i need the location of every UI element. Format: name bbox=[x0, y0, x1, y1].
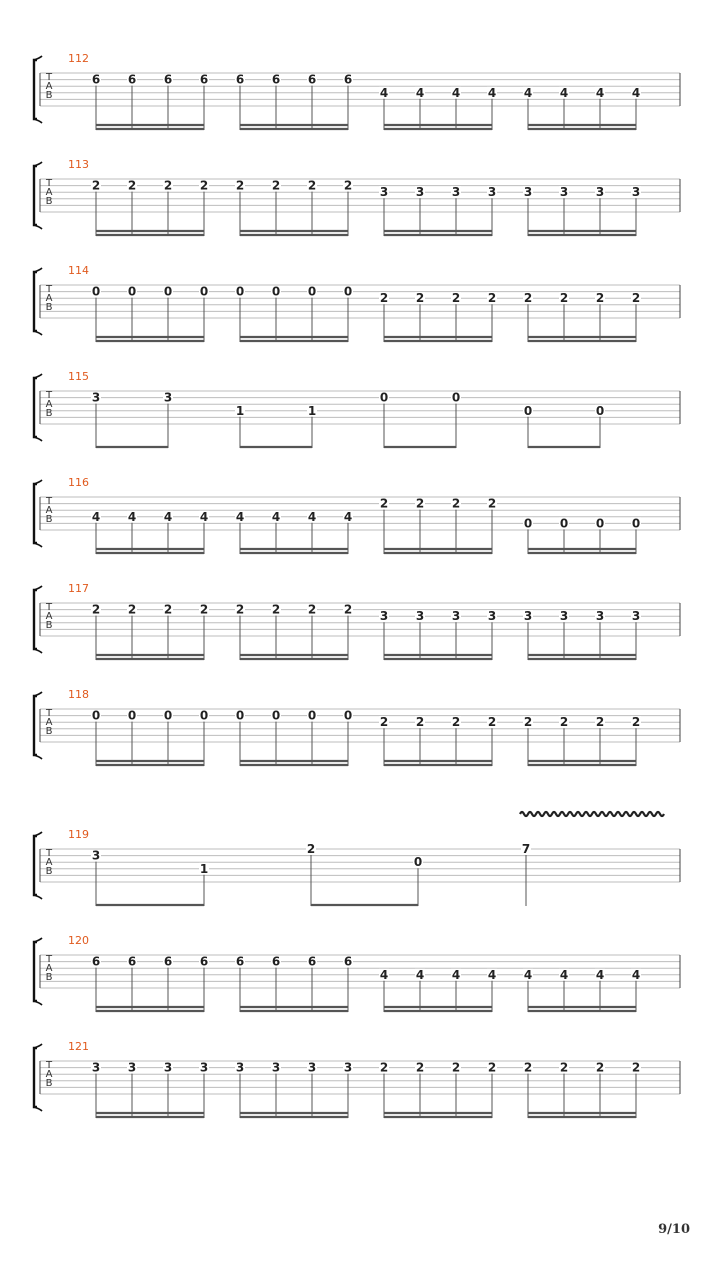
fret-number: 0 bbox=[127, 284, 137, 299]
fret-number: 4 bbox=[163, 509, 173, 524]
fret-number: 4 bbox=[271, 509, 281, 524]
staff-system bbox=[34, 52, 680, 130]
tab-clef-letter: B bbox=[45, 1078, 53, 1089]
fret-number: 3 bbox=[487, 185, 497, 200]
fret-number: 0 bbox=[307, 284, 317, 299]
fret-number: 2 bbox=[559, 291, 569, 306]
tab-clef-letter: T bbox=[45, 1060, 53, 1071]
fret-number: 4 bbox=[199, 509, 209, 524]
staff-bracket bbox=[34, 60, 37, 119]
fret-number: 4 bbox=[379, 967, 389, 982]
fret-number: 0 bbox=[559, 516, 569, 531]
staff-system bbox=[34, 1040, 680, 1118]
fret-number: 3 bbox=[163, 1060, 173, 1075]
fret-number: 2 bbox=[379, 291, 389, 306]
staff-system bbox=[34, 688, 680, 766]
fret-number: 6 bbox=[271, 72, 281, 87]
fret-number: 4 bbox=[487, 85, 497, 100]
tab-clef-letter: T bbox=[45, 602, 53, 613]
tab-clef-letter: A bbox=[45, 187, 53, 198]
staff-system bbox=[34, 934, 680, 1012]
fret-number: 0 bbox=[91, 284, 101, 299]
fret-number: 2 bbox=[235, 178, 245, 193]
tab-clef-letter: A bbox=[45, 857, 53, 868]
tab-clef-letter: B bbox=[45, 196, 53, 207]
tab-clef-letter: A bbox=[45, 611, 53, 622]
fret-number: 3 bbox=[559, 185, 569, 200]
tab-clef-letter: T bbox=[45, 708, 53, 719]
fret-number: 2 bbox=[523, 715, 533, 730]
fret-number: 3 bbox=[559, 609, 569, 624]
staff-bracket bbox=[34, 942, 37, 1001]
staff-bracket bbox=[34, 696, 37, 755]
fret-number: 3 bbox=[163, 390, 173, 405]
fret-number: 3 bbox=[487, 609, 497, 624]
tab-clef-letter: B bbox=[45, 514, 53, 525]
fret-number: 4 bbox=[127, 509, 137, 524]
fret-number: 0 bbox=[523, 403, 533, 418]
fret-number: 3 bbox=[343, 1060, 353, 1075]
fret-number: 3 bbox=[379, 185, 389, 200]
fret-number: 6 bbox=[163, 954, 173, 969]
fret-number: 1 bbox=[307, 403, 317, 418]
fret-number: 2 bbox=[415, 1060, 425, 1075]
fret-number: 4 bbox=[631, 967, 641, 982]
fret-number: 4 bbox=[451, 85, 461, 100]
measure-number: 121 bbox=[68, 1040, 89, 1053]
fret-number: 2 bbox=[127, 602, 137, 617]
fret-number: 3 bbox=[631, 185, 641, 200]
fret-number: 2 bbox=[163, 602, 173, 617]
fret-number: 0 bbox=[595, 516, 605, 531]
fret-number: 3 bbox=[595, 609, 605, 624]
staff-system bbox=[34, 158, 680, 236]
fret-number: 6 bbox=[91, 954, 101, 969]
fret-number: 0 bbox=[595, 403, 605, 418]
staff-bracket bbox=[34, 166, 37, 225]
fret-number: 6 bbox=[343, 954, 353, 969]
fret-number: 3 bbox=[91, 390, 101, 405]
tab-clef-letter: T bbox=[45, 954, 53, 965]
fret-number: 4 bbox=[415, 967, 425, 982]
fret-number: 4 bbox=[595, 85, 605, 100]
fret-number: 2 bbox=[306, 842, 316, 856]
fret-number: 6 bbox=[127, 954, 137, 969]
fret-number: 2 bbox=[595, 1060, 605, 1075]
vibrato-wave bbox=[520, 812, 664, 816]
fret-number: 3 bbox=[595, 185, 605, 200]
fret-number: 3 bbox=[91, 848, 101, 863]
fret-number: 4 bbox=[487, 967, 497, 982]
staff-bracket bbox=[34, 484, 37, 543]
fret-number: 2 bbox=[307, 602, 317, 617]
fret-number: 2 bbox=[271, 178, 281, 193]
fret-number: 0 bbox=[271, 708, 281, 723]
fret-number: 4 bbox=[559, 967, 569, 982]
fret-number: 2 bbox=[343, 602, 353, 617]
tab-clef-letter: T bbox=[45, 390, 53, 401]
fret-number: 2 bbox=[631, 1060, 641, 1075]
fret-number: 2 bbox=[415, 496, 425, 511]
measure-number: 114 bbox=[68, 264, 89, 277]
tab-clef-letter: B bbox=[45, 972, 53, 983]
staff-system bbox=[34, 812, 680, 906]
staff-bracket bbox=[34, 836, 37, 895]
tab-clef-letter: T bbox=[45, 72, 53, 83]
fret-number: 0 bbox=[199, 284, 209, 299]
tab-clef-letter: B bbox=[45, 866, 53, 877]
staff-system bbox=[34, 582, 680, 660]
fret-number: 2 bbox=[379, 496, 389, 511]
fret-number: 2 bbox=[271, 602, 281, 617]
fret-number: 0 bbox=[631, 516, 641, 531]
fret-number: 2 bbox=[127, 178, 137, 193]
fret-number: 4 bbox=[91, 509, 101, 524]
fret-number: 4 bbox=[343, 509, 353, 524]
fret-number: 2 bbox=[199, 602, 209, 617]
tab-clef-letter: A bbox=[45, 717, 53, 728]
tab-clef-letter: B bbox=[45, 408, 53, 419]
tab-clef-letter: B bbox=[45, 90, 53, 101]
fret-number: 0 bbox=[379, 390, 389, 405]
fret-number: 6 bbox=[235, 72, 245, 87]
fret-number: 0 bbox=[235, 284, 245, 299]
fret-number: 2 bbox=[559, 1060, 569, 1075]
fret-number: 1 bbox=[235, 403, 245, 418]
fret-number: 0 bbox=[523, 516, 533, 531]
fret-number: 3 bbox=[451, 609, 461, 624]
staff-bracket bbox=[34, 590, 37, 649]
tab-clef-letter: T bbox=[45, 178, 53, 189]
fret-number: 2 bbox=[487, 291, 497, 306]
fret-number: 6 bbox=[199, 954, 209, 969]
tab-clef-letter: T bbox=[45, 284, 53, 295]
fret-number: 6 bbox=[163, 72, 173, 87]
fret-number: 6 bbox=[127, 72, 137, 87]
fret-number: 2 bbox=[415, 291, 425, 306]
fret-number: 0 bbox=[127, 708, 137, 723]
fret-number: 2 bbox=[235, 602, 245, 617]
measure-number: 119 bbox=[68, 828, 89, 841]
fret-number: 3 bbox=[91, 1060, 101, 1075]
fret-number: 0 bbox=[199, 708, 209, 723]
fret-number: 2 bbox=[379, 715, 389, 730]
fret-number: 0 bbox=[343, 708, 353, 723]
fret-number: 2 bbox=[487, 1060, 497, 1075]
fret-number: 2 bbox=[595, 291, 605, 306]
staff-system bbox=[34, 370, 680, 448]
staff-system bbox=[34, 476, 680, 554]
fret-number: 4 bbox=[559, 85, 569, 100]
fret-number: 6 bbox=[271, 954, 281, 969]
fret-number: 2 bbox=[559, 715, 569, 730]
fret-number: 6 bbox=[235, 954, 245, 969]
fret-number: 2 bbox=[307, 178, 317, 193]
staff-bracket bbox=[34, 272, 37, 331]
fret-number: 4 bbox=[631, 85, 641, 100]
fret-number: 2 bbox=[199, 178, 209, 193]
fret-number: 2 bbox=[595, 715, 605, 730]
tab-clef-letter: A bbox=[45, 1069, 53, 1080]
fret-number: 2 bbox=[343, 178, 353, 193]
fret-number: 4 bbox=[451, 967, 461, 982]
fret-number: 7 bbox=[521, 842, 531, 856]
fret-number: 0 bbox=[307, 708, 317, 723]
tab-clef-letter: A bbox=[45, 505, 53, 516]
fret-number: 2 bbox=[523, 291, 533, 306]
page-number: 9/10 bbox=[658, 1222, 690, 1237]
fret-number: 6 bbox=[307, 72, 317, 87]
fret-number: 2 bbox=[451, 1060, 461, 1075]
tab-clef-letter: B bbox=[45, 726, 53, 737]
fret-number: 4 bbox=[307, 509, 317, 524]
measure-number: 116 bbox=[68, 476, 89, 489]
fret-number: 6 bbox=[91, 72, 101, 87]
fret-number: 1 bbox=[199, 861, 209, 876]
fret-number: 3 bbox=[235, 1060, 245, 1075]
fret-number: 2 bbox=[451, 291, 461, 306]
fret-number: 2 bbox=[451, 496, 461, 511]
fret-number: 2 bbox=[523, 1060, 533, 1075]
fret-number: 3 bbox=[127, 1060, 137, 1075]
fret-number: 6 bbox=[343, 72, 353, 87]
measure-number: 113 bbox=[68, 158, 89, 171]
fret-number: 3 bbox=[307, 1060, 317, 1075]
tab-clef-letter: A bbox=[45, 963, 53, 974]
fret-number: 2 bbox=[91, 178, 101, 193]
fret-number: 6 bbox=[199, 72, 209, 87]
tab-clef-letter: B bbox=[45, 302, 53, 313]
fret-number: 3 bbox=[523, 609, 533, 624]
fret-number: 2 bbox=[451, 715, 461, 730]
tab-clef-letter: B bbox=[45, 620, 53, 631]
fret-number: 0 bbox=[451, 390, 461, 405]
fret-number: 3 bbox=[199, 1060, 209, 1075]
fret-number: 3 bbox=[415, 609, 425, 624]
fret-number: 2 bbox=[631, 291, 641, 306]
fret-number: 3 bbox=[631, 609, 641, 624]
fret-number: 0 bbox=[271, 284, 281, 299]
fret-number: 4 bbox=[523, 85, 533, 100]
fret-number: 0 bbox=[235, 708, 245, 723]
staff-bracket bbox=[34, 1048, 37, 1107]
fret-number: 3 bbox=[415, 185, 425, 200]
fret-number: 0 bbox=[163, 708, 173, 723]
fret-number: 3 bbox=[379, 609, 389, 624]
fret-number: 2 bbox=[163, 178, 173, 193]
tab-clef-letter: A bbox=[45, 293, 53, 304]
fret-number: 0 bbox=[91, 708, 101, 723]
tab-clef-letter: A bbox=[45, 399, 53, 410]
fret-number: 4 bbox=[415, 85, 425, 100]
fret-number: 2 bbox=[487, 715, 497, 730]
tab-clef-letter: T bbox=[45, 496, 53, 507]
fret-number: 2 bbox=[91, 602, 101, 617]
fret-number: 0 bbox=[343, 284, 353, 299]
fret-number: 4 bbox=[523, 967, 533, 982]
measure-number: 118 bbox=[68, 688, 89, 701]
fret-number: 4 bbox=[379, 85, 389, 100]
fret-number: 3 bbox=[271, 1060, 281, 1075]
measure-number: 117 bbox=[68, 582, 89, 595]
fret-number: 2 bbox=[631, 715, 641, 730]
measure-number: 115 bbox=[68, 370, 89, 383]
fret-number: 2 bbox=[415, 715, 425, 730]
measure-number: 120 bbox=[68, 934, 89, 947]
tab-clef-letter: A bbox=[45, 81, 53, 92]
fret-number: 0 bbox=[413, 855, 423, 870]
fret-number: 2 bbox=[379, 1060, 389, 1075]
fret-number: 4 bbox=[235, 509, 245, 524]
fret-number: 4 bbox=[595, 967, 605, 982]
tab-clef-letter: T bbox=[45, 848, 53, 859]
fret-number: 0 bbox=[163, 284, 173, 299]
fret-number: 3 bbox=[451, 185, 461, 200]
staff-system bbox=[34, 264, 680, 342]
measure-number: 112 bbox=[68, 52, 89, 65]
fret-number: 6 bbox=[307, 954, 317, 969]
fret-number: 2 bbox=[487, 496, 497, 511]
staff-bracket bbox=[34, 378, 37, 437]
fret-number: 3 bbox=[523, 185, 533, 200]
